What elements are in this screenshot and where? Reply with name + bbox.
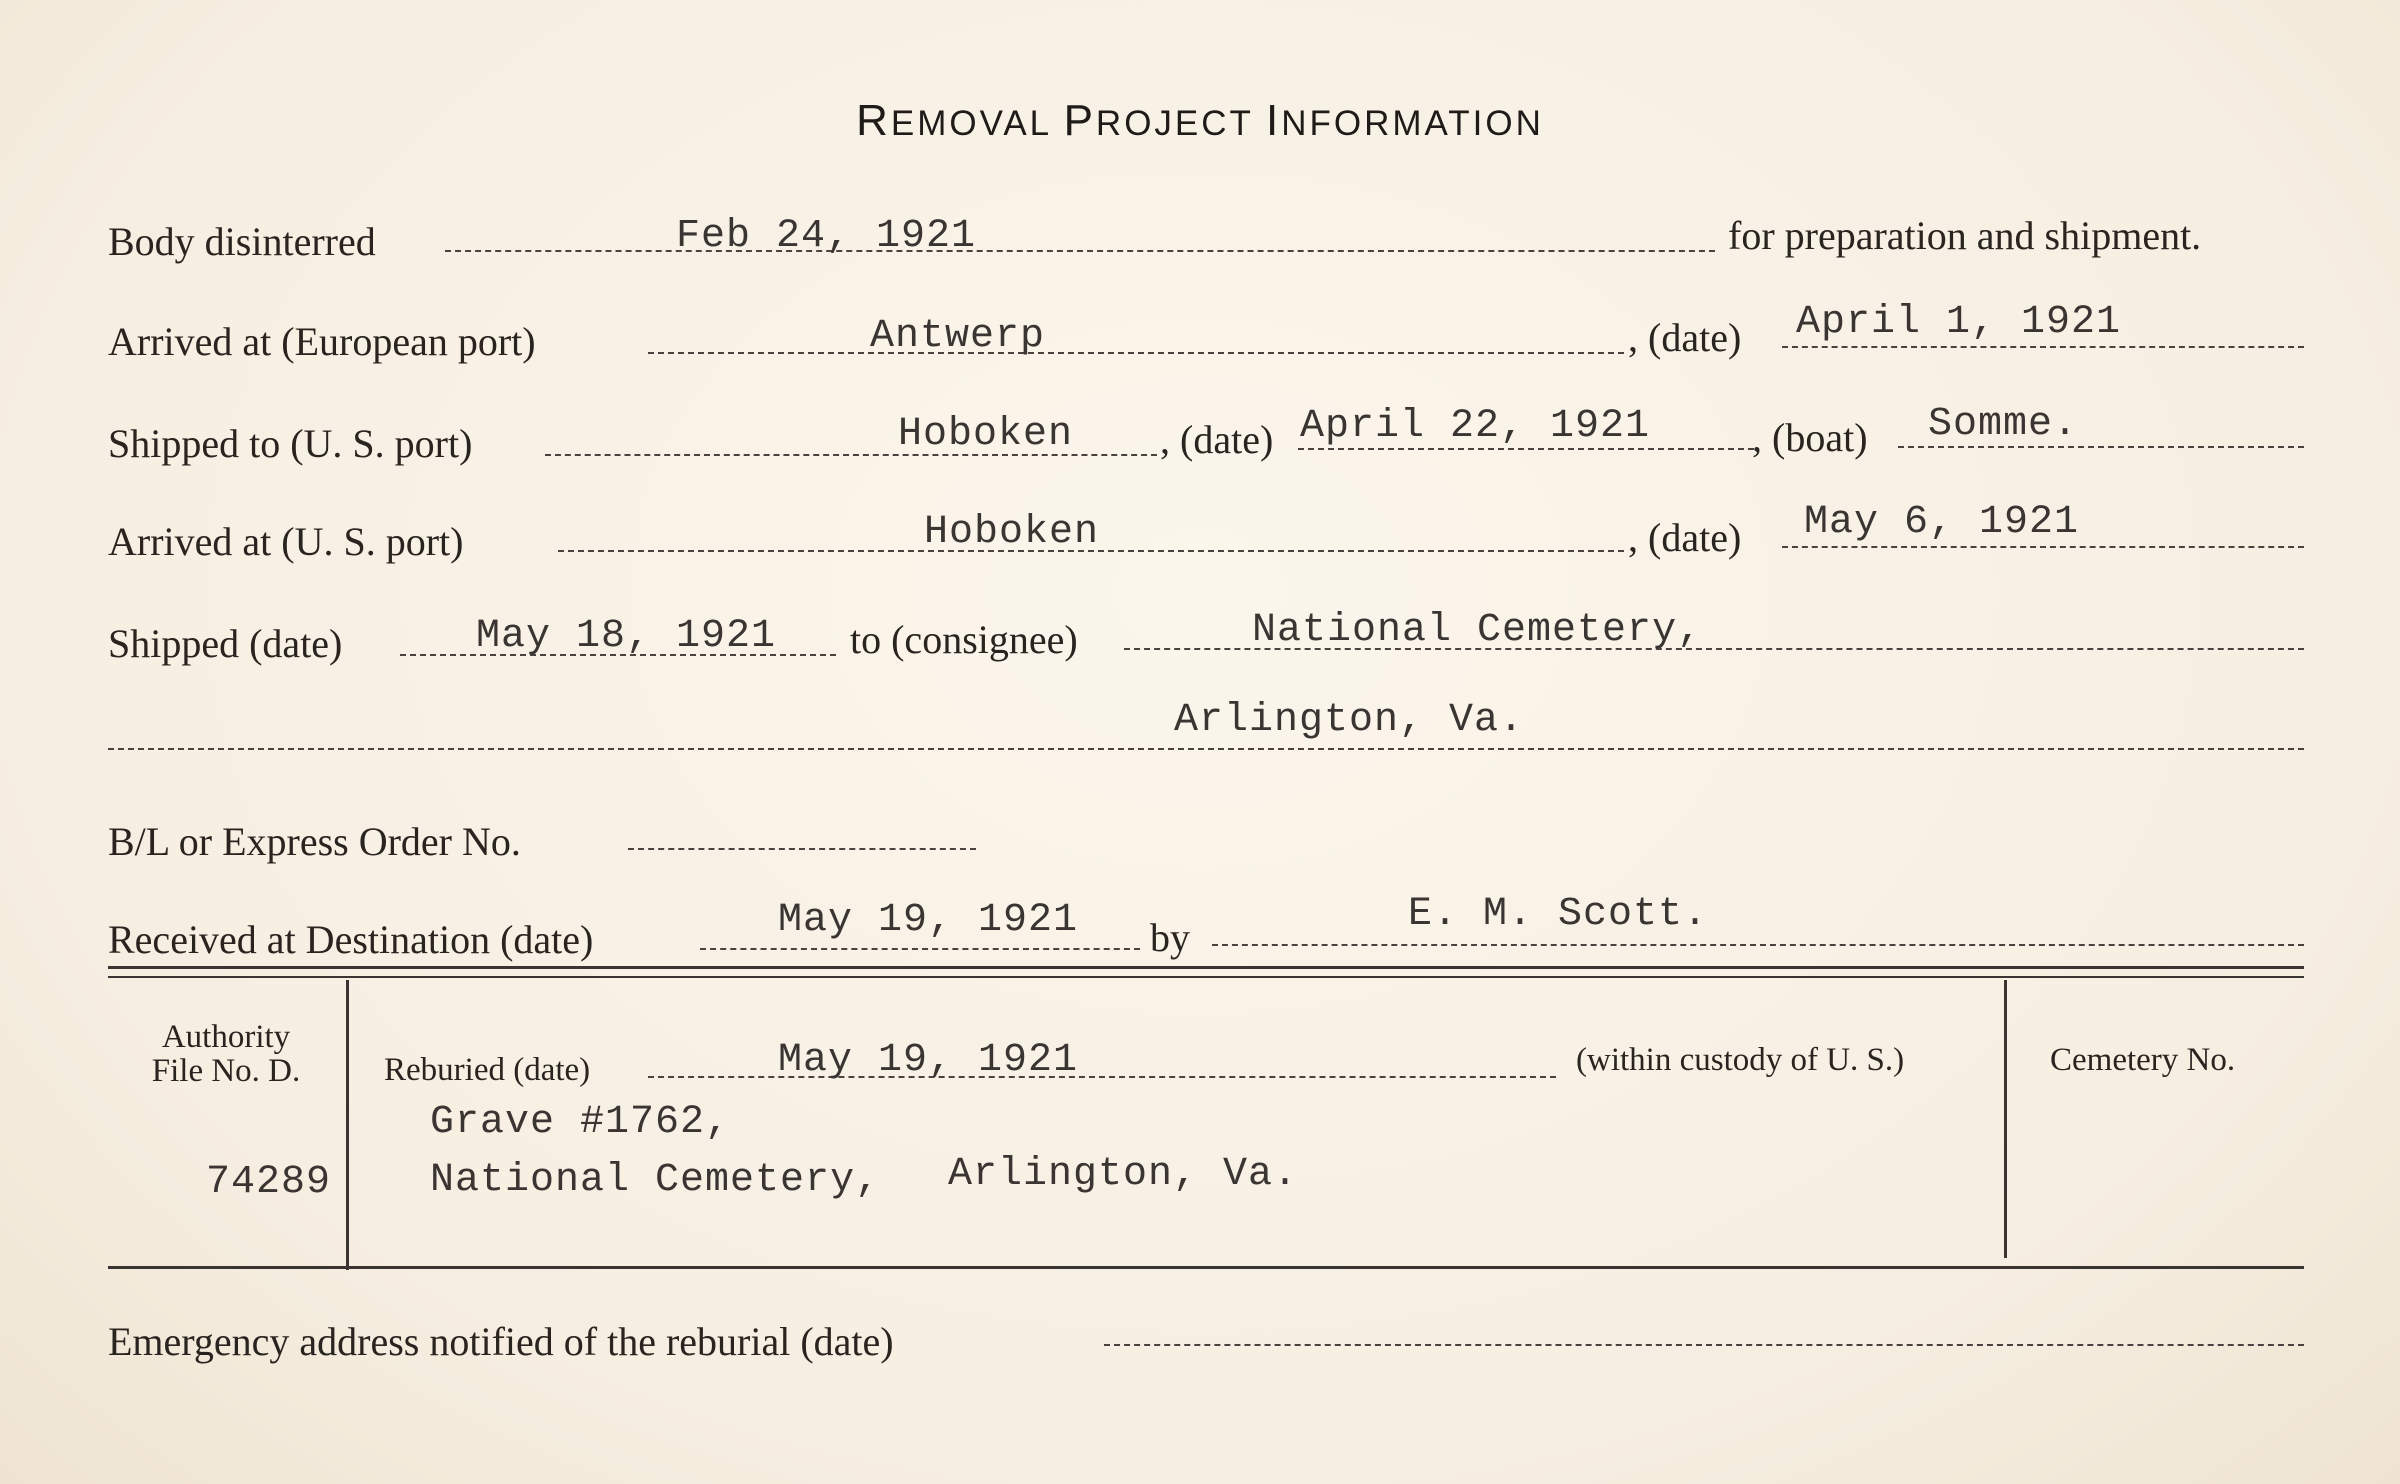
received-label: Received at Destination (date) [108, 917, 594, 962]
column-divider-right [2004, 980, 2007, 1258]
disinterred-line [445, 250, 1715, 252]
section-rule-top [108, 966, 2304, 969]
title-letter-i: I [1266, 96, 1282, 145]
authority-label-line2: File No. D. [151, 1053, 301, 1089]
european-date-line [1782, 346, 2304, 348]
shipped-us-date: April 22, 1921 [1300, 404, 1651, 449]
disinterred-label: Body disinterred [108, 219, 376, 264]
received-date: May 19, 1921 [778, 898, 1079, 943]
shipped-us-port: Hoboken [898, 412, 1074, 457]
reburied-cemetery: National Cemetery, [430, 1158, 881, 1203]
consignee-continuation-line [108, 748, 2304, 750]
authority-file-no: 74289 [206, 1160, 332, 1205]
section-rule-top-second [108, 976, 2304, 978]
reburied-label: Reburied (date) [384, 1052, 591, 1088]
disinterred-date: Feb 24, 1921 [676, 214, 977, 259]
european-date-label: , (date) [1628, 315, 1742, 360]
disinterred-suffix: for preparation and shipment. [1728, 213, 2202, 258]
reburied-date: May 19, 1921 [778, 1038, 1079, 1083]
title-word-information: NFORMATION [1281, 104, 1544, 143]
european-port-label: Arrived at (European port) [108, 319, 536, 364]
consignee-label: to (consignee) [850, 617, 1078, 662]
received-by-line [1212, 944, 2304, 946]
authority-label-line1: Authority [161, 1019, 291, 1055]
boat-value: Somme. [1928, 402, 2079, 447]
bl-label: B/L or Express Order No. [108, 819, 521, 864]
emergency-label: Emergency address notified of the reburial (date) [108, 1319, 894, 1364]
card-title [0, 96, 2400, 146]
title-letter-p: P [1063, 96, 1096, 145]
grave-number: Grave #1762, [430, 1100, 731, 1145]
consignee-line1: National Cemetery, [1252, 608, 1703, 653]
custody-note: (within custody of U. S.) [1576, 1042, 1905, 1078]
arrived-us-date-line [1782, 546, 2304, 548]
european-port-line [648, 352, 1624, 354]
arrived-us-label: Arrived at (U. S. port) [108, 519, 464, 564]
authority-label [108, 1020, 344, 1088]
section-rule-bottom [108, 1266, 2304, 1269]
consignee-line2: Arlington, Va. [1174, 698, 1525, 743]
european-port-value: Antwerp [870, 314, 1046, 359]
boat-label: , (boat) [1752, 415, 1868, 460]
received-date-line [700, 948, 1140, 950]
received-by: E. M. Scott. [1408, 892, 1709, 937]
shipped-us-date-label: , (date) [1160, 417, 1274, 462]
arrived-us-date-label: , (date) [1628, 515, 1742, 560]
bl-line [628, 848, 976, 850]
cemetery-no-label: Cemetery No. [2050, 1042, 2236, 1078]
arrived-us-port: Hoboken [924, 510, 1100, 555]
european-date-value: April 1, 1921 [1796, 300, 2122, 345]
emergency-line [1104, 1344, 2304, 1346]
shipped-date-value: May 18, 1921 [476, 614, 777, 659]
title-word-project: ROJECT [1095, 104, 1267, 143]
title-letter-r: R [856, 96, 891, 145]
received-by-label: by [1150, 915, 1190, 960]
title-word-removal: EMOVAL [890, 104, 1064, 143]
reburied-location: Arlington, Va. [948, 1152, 1299, 1197]
shipped-date-label: Shipped (date) [108, 621, 343, 666]
shipped-us-label: Shipped to (U. S. port) [108, 421, 473, 466]
arrived-us-date: May 6, 1921 [1804, 500, 2080, 545]
column-divider-left [346, 980, 349, 1270]
